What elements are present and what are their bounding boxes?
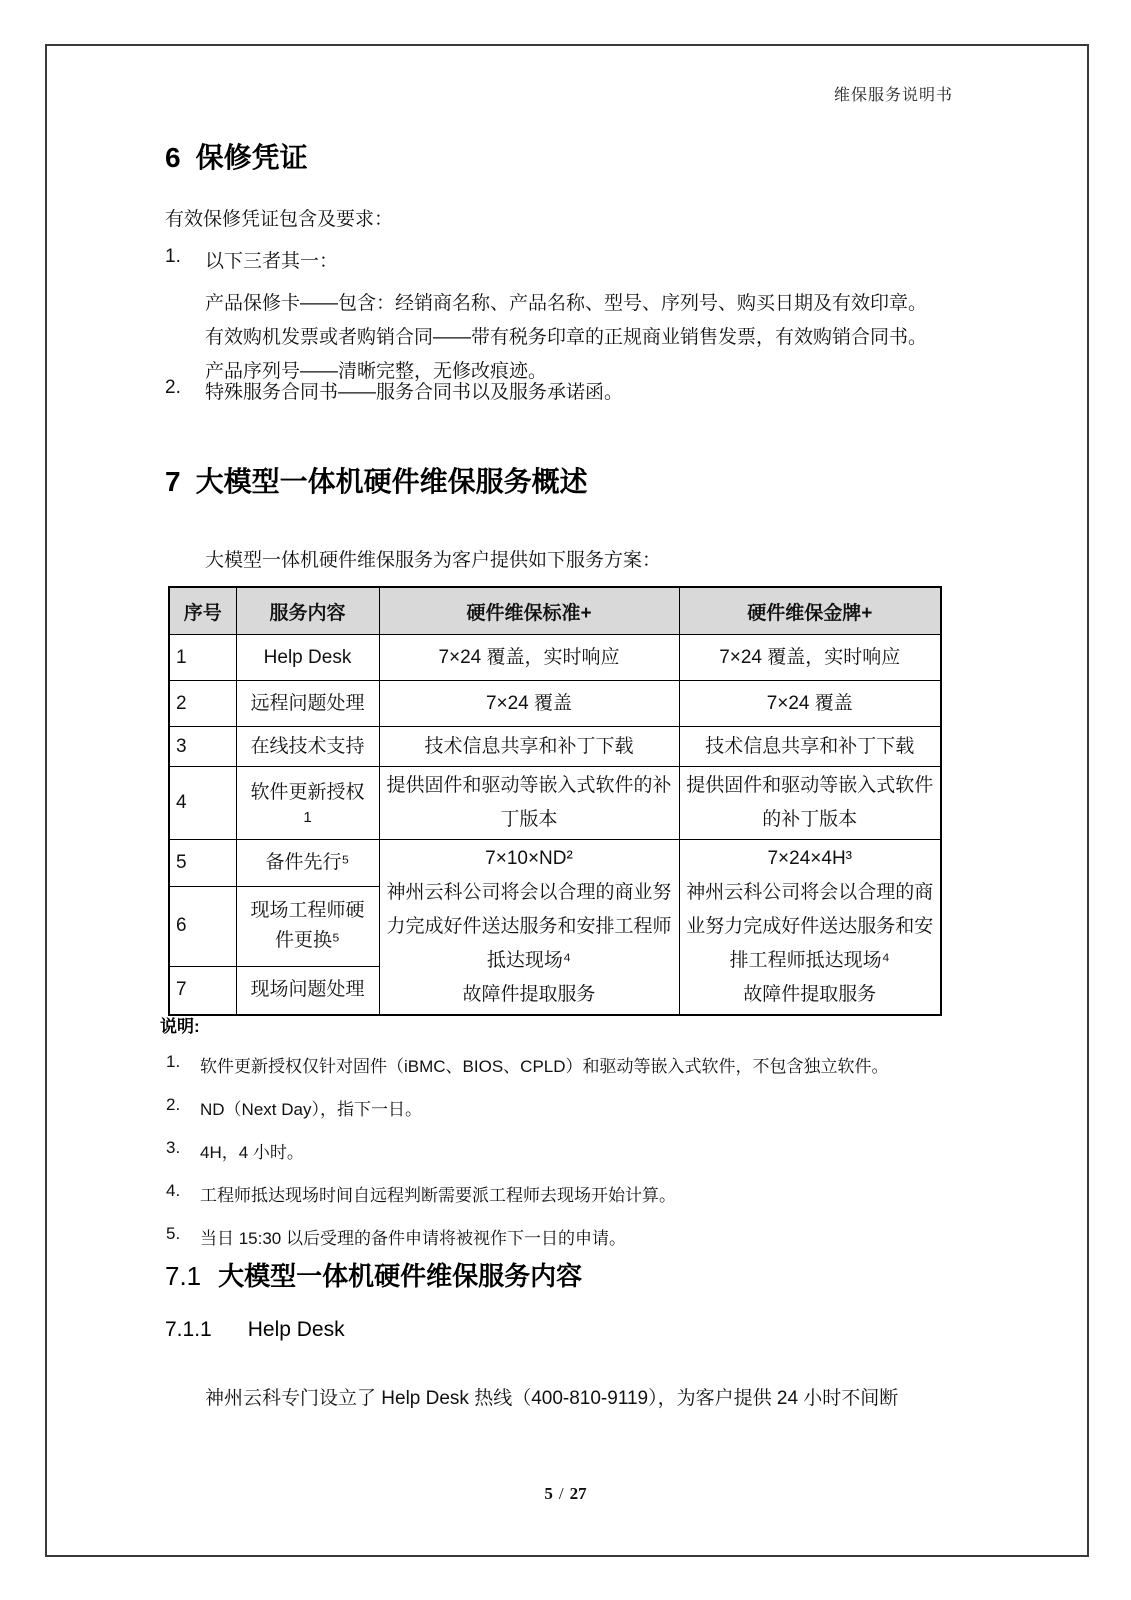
col-header-standard: 硬件维保标准+ xyxy=(379,587,679,635)
document-header-title: 维保服务说明书 xyxy=(833,87,953,104)
section-7-title: 大模型一体机硬件维保服务概述 xyxy=(195,466,588,497)
page-number-separator: / xyxy=(558,1484,564,1503)
table-row xyxy=(169,681,941,727)
row-service: Help Desk xyxy=(236,635,379,681)
note-2-number: 2. xyxy=(166,1095,181,1114)
notes-label: 说明: xyxy=(160,1017,200,1036)
note-5-number: 5. xyxy=(166,1224,181,1243)
table-row xyxy=(169,635,941,681)
row-service: 现场问题处理 xyxy=(236,966,379,1015)
row-standard: 7×24 覆盖 xyxy=(379,681,679,727)
row-standard: 7×24 覆盖，实时响应 xyxy=(379,635,679,681)
col-header-index: 序号 xyxy=(169,587,236,635)
gold-commitment: 神州云科公司将会以合理的商业努力完成好件送达服务和安排工程师抵达现场⁴ xyxy=(686,882,934,971)
row-service xyxy=(236,767,379,840)
row-gold: 技术信息共享和补丁下载 xyxy=(679,727,941,767)
row-index: 2 xyxy=(169,681,236,727)
section-6-intro: 有效保修凭证包含及要求： xyxy=(165,209,394,230)
note-4-number: 4. xyxy=(166,1181,181,1200)
section-7-1-1-heading xyxy=(165,1318,345,1342)
table-row xyxy=(169,767,941,840)
section-6-number: 6 xyxy=(165,142,181,173)
warranty-card-line: 产品保修卡——包含：经销商名称、产品名称、型号、序列号、购买日期及有效印章。 xyxy=(205,293,928,314)
gold-faulty-part-service: 故障件提取服务 xyxy=(743,984,877,1005)
row-standard: 提供固件和驱动等嵌入式软件的补丁版本 xyxy=(379,767,679,840)
section-7-1-heading xyxy=(165,1256,582,1293)
section-7-number: 7 xyxy=(165,466,181,497)
row-index: 3 xyxy=(169,727,236,767)
list-item-2-number: 2. xyxy=(165,377,181,398)
row-gold: 7×24 覆盖，实时响应 xyxy=(679,635,941,681)
section-7-intro: 大模型一体机硬件维保服务为客户提供如下服务方案： xyxy=(205,550,662,571)
table-header-row xyxy=(169,587,941,635)
section-7-1-1-number: 7.1.1 xyxy=(165,1318,212,1341)
row-index: 5 xyxy=(169,840,236,887)
row-index: 4 xyxy=(169,767,236,840)
gold-sla: 7×24×4H³ xyxy=(767,848,852,869)
row-gold: 提供固件和驱动等嵌入式软件的补丁版本 xyxy=(679,767,941,840)
serial-number-line: 产品序列号——清晰完整，无修改痕迹。 xyxy=(205,361,548,382)
row-service: 现场工程师硬件更换⁵ xyxy=(236,886,379,966)
row-index: 6 xyxy=(169,886,236,966)
page-number: 5 xyxy=(544,1484,553,1503)
list-item-1-number: 1. xyxy=(165,246,181,267)
list-item-1-text: 以下三者其一： xyxy=(205,251,339,272)
row-service: 备件先行⁵ xyxy=(236,840,379,887)
section-7-heading xyxy=(165,460,588,500)
note-2-text: ND（Next Day），指下一日。 xyxy=(200,1100,422,1119)
col-header-service: 服务内容 xyxy=(236,587,379,635)
row-gold: 7×24 覆盖 xyxy=(679,681,941,727)
section-7-1-title: 大模型一体机硬件维保服务内容 xyxy=(218,1261,583,1291)
section-7-1-1-title: Help Desk xyxy=(247,1318,345,1341)
note-5-text: 当日 15:30 以后受理的备件申请将被视作下一日的申请。 xyxy=(200,1229,626,1248)
row-standard: 技术信息共享和补丁下载 xyxy=(379,727,679,767)
invoice-line: 有效购机发票或者购销合同——带有税务印章的正规商业销售发票，有效购销合同书。 xyxy=(205,327,928,348)
row-index: 1 xyxy=(169,635,236,681)
row-index: 7 xyxy=(169,966,236,1015)
standard-merged-cell xyxy=(379,840,679,1016)
table-row xyxy=(169,727,941,767)
section-6-title: 保修凭证 xyxy=(195,142,308,173)
helpdesk-paragraph: 神州云科专门设立了 Help Desk 热线（400-810-9119），为客户提供 24 小时不间断 xyxy=(205,1388,899,1409)
note-3-number: 3. xyxy=(166,1138,181,1157)
section-7-1-number: 7.1 xyxy=(165,1261,202,1291)
gold-merged-cell xyxy=(679,840,941,1016)
service-plan-table xyxy=(168,586,942,1016)
standard-faulty-part-service: 故障件提取服务 xyxy=(462,984,596,1005)
page-footer xyxy=(0,1484,1131,1504)
note-3-text: 4H，4 小时。 xyxy=(200,1143,304,1162)
section-6-heading xyxy=(165,136,308,176)
row-service: 在线技术支持 xyxy=(236,727,379,767)
page-total: 27 xyxy=(569,1484,587,1503)
standard-commitment: 神州云科公司将会以合理的商业努力完成好件送达服务和安排工程师抵达现场⁴ xyxy=(386,882,672,971)
col-header-gold: 硬件维保金牌+ xyxy=(679,587,941,635)
note-1-number: 1. xyxy=(166,1052,181,1071)
note-4-text: 工程师抵达现场时间自远程判断需要派工程师去现场开始计算。 xyxy=(200,1186,676,1205)
standard-sla: 7×10×ND² xyxy=(485,848,573,869)
row-service-label: 软件更新授权 xyxy=(250,782,365,803)
list-item-2-text: 特殊服务合同书——服务合同书以及服务承诺函。 xyxy=(205,382,624,403)
row-service-footnote: 1 xyxy=(303,809,312,826)
note-1-text: 软件更新授权仅针对固件（iBMC、BIOS、CPLD）和驱动等嵌入式软件，不包含独立软件。 xyxy=(200,1057,889,1076)
table-row xyxy=(169,840,941,887)
row-service: 远程问题处理 xyxy=(236,681,379,727)
